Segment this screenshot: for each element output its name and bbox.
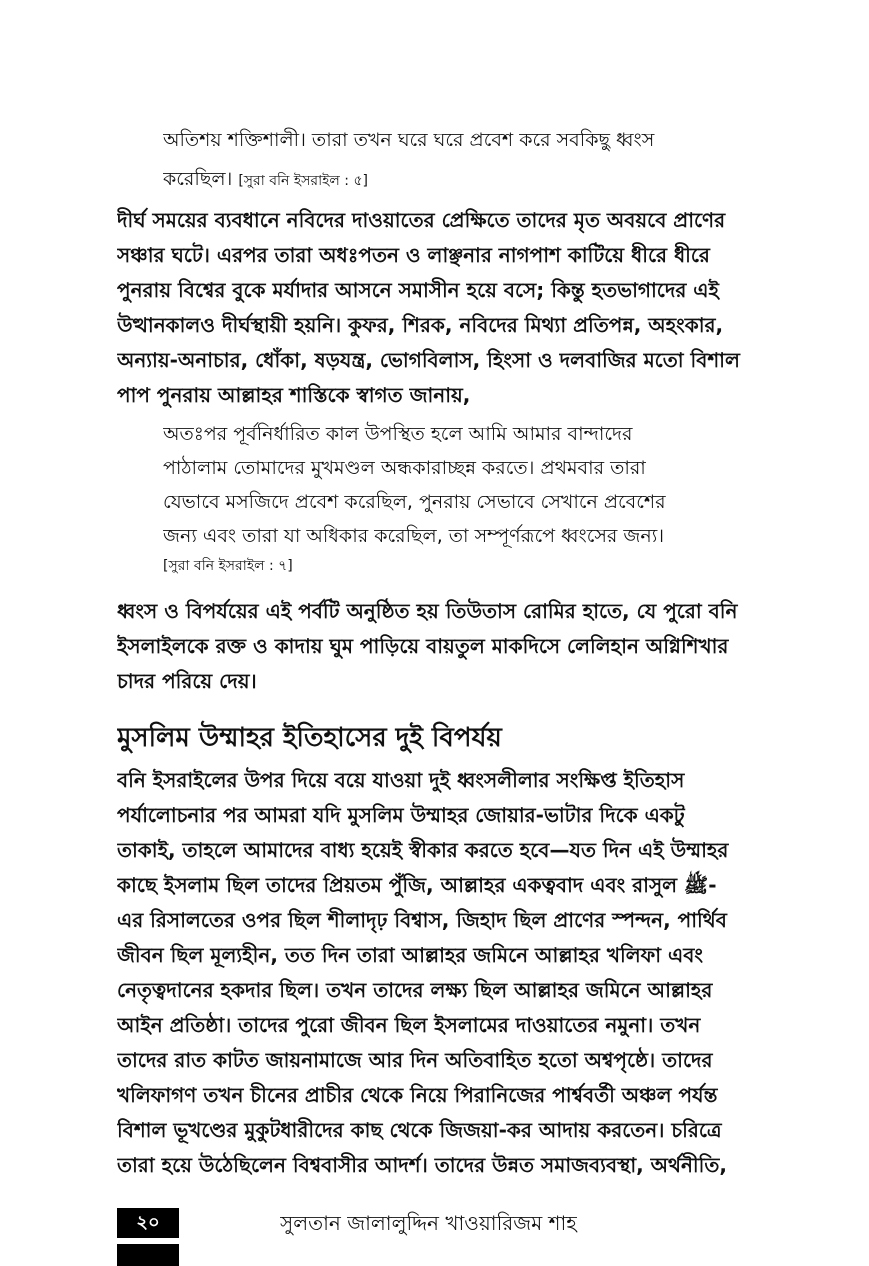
paragraph-line: ধ্বংস ও বিপর্যয়ের এই পর্বটি অনুষ্ঠিত হয় তিউতাস রোমির হাতে, যে পুরো বনি <box>117 599 738 623</box>
quote-source: [সুরা বনি ইসরাইল : ৭] <box>163 558 293 574</box>
quote-line: অতিশয় শক্তিশালী। তারা তখন ঘরে ঘরে প্রবেশ করে সবকিছু ধ্বংস <box>163 129 655 151</box>
paragraph-line: পর্যালোচনার পর আমরা যদি মুসলিম উম্মাহর জোয়ার-ভাটার দিকে একটু <box>117 803 685 827</box>
quote-line: অতঃপর পূর্বনির্ধারিত কাল উপস্থিত হলে আমি আমার বান্দাদের <box>163 423 633 445</box>
paragraph-line: বিশাল ভূখণ্ডের মুকুটধারীদের কাছ থেকে জিজয়া-কর আদায় করতেন। চরিত্রে <box>117 1118 722 1142</box>
quote-line: জন্য এবং তারা যা অধিকার করেছিল, তা সম্পূর্ণরূপে ধ্বংসের জন্য। <box>163 525 665 547</box>
paragraph-line: জীবন ছিল মূল্যহীন, তত দিন তারা আল্লাহর জমিনে আল্লাহর খলিফা এবং <box>117 943 703 967</box>
paragraph-line: নেতৃত্বদানের হকদার ছিল। তখন তাদের লক্ষ্য ছিল আল্লাহর জমিনে আল্লাহর <box>117 978 713 1002</box>
paragraph-line: চাদর পরিয়ে দেয়। <box>117 669 257 693</box>
paragraph-line: ইসলাইলকে রক্ত ও কাদায় ঘুম পাড়িয়ে বায়তুল মাকদিসে লেলিহান অগ্নিশিখার <box>117 634 729 658</box>
paragraph-line: তাকাই, তাহলে আমাদের বাধ্য হয়েই স্বীকার করতে হবে—যত দিন এই উম্মাহর <box>117 838 729 862</box>
section-heading: মুসলিম উম্মাহর ইতিহাসের দুই বিপর্যয় <box>117 723 502 753</box>
footer-book-title: সুলতান জালালুদ্দিন খাওয়ারিজম শাহ <box>280 1211 577 1235</box>
footer-decor-bar <box>117 1244 179 1266</box>
paragraph-line: বনি ইসরাইলের উপর দিয়ে বয়ে যাওয়া দুই ধ্বংসলীলার সংক্ষিপ্ত ইতিহাস <box>117 768 685 792</box>
paragraph-line: পুনরায় বিশ্বের বুকে মর্যাদার আসনে সমাসীন হয়ে বসে; কিন্তু হতভাগাদের এই <box>117 278 719 302</box>
quote-line-with-source <box>163 163 723 197</box>
paragraph-line: আইন প্রতিষ্ঠা। তাদের পুরো জীবন ছিল ইসলামের দাওয়াতের নমুনা। তখন <box>117 1013 701 1037</box>
quote-line: পাঠালাম তোমাদের মুখমণ্ডল অন্ধকারাচ্ছন্ন করতে। প্রথমবার তারা <box>163 457 646 479</box>
paragraph-line: দীর্ঘ সময়ের ব্যবধানে নবিদের দাওয়াতের প্রেক্ষিতে তাদের মৃত অবয়বে প্রাণের <box>117 208 726 232</box>
page-number: ২০ <box>117 1208 179 1238</box>
paragraph-line: কাছে ইসলাম ছিল তাদের প্রিয়তম পুঁজি, আল্লাহর একত্ববাদ এবং রাসুল ﷺ- <box>117 873 717 897</box>
paragraph-line: সঞ্চার ঘটে। এরপর তারা অধঃপতন ও লাঞ্ছনার নাগপাশ কাটিয়ে ধীরে ধীরে <box>117 243 710 267</box>
paragraph-line: পাপ পুনরায় আল্লাহর শাস্তিকে স্বাগত জানায়, <box>117 383 471 407</box>
paragraph-line: এর রিসালতের ওপর ছিল শীলাদৃঢ় বিশ্বাস, জিহাদ ছিল প্রাণের স্পন্দন, পার্থিব <box>117 908 727 932</box>
paragraph-line: তারা হয়ে উঠেছিলেন বিশ্ববাসীর আদর্শ। তাদের উন্নত সমাজব্যবস্থা, অর্থনীতি, <box>117 1153 727 1177</box>
paragraph-line: উত্থানকালও দীর্ঘস্থায়ী হয়নি। কুফর, শিরক, নবিদের মিথ্যা প্রতিপন্ন, অহংকার, <box>117 313 724 337</box>
quote-line: করেছিল। <box>163 168 233 190</box>
quote-source: [সুরা বনি ইসরাইল : ৫] <box>238 173 369 189</box>
paragraph-line: তাদের রাত কাটত জায়নামাজে আর দিন অতিবাহিত হতো অশ্বপৃষ্ঠে। তাদের <box>117 1048 713 1072</box>
paragraph-line: খলিফাগণ তখন চীনের প্রাচীর থেকে নিয়ে পিরানিজের পার্শ্ববর্তী অঞ্চল পর্যন্ত <box>117 1083 718 1107</box>
paragraph-line: অন্যায়-অনাচার, ধোঁকা, ষড়যন্ত্র, ভোগবিলাস, হিংসা ও দলবাজির মতো বিশাল <box>117 348 740 372</box>
quote-line: যেভাবে মসজিদে প্রবেশ করেছিল, পুনরায় সেভাবে সেখানে প্রবেশের <box>163 491 666 513</box>
